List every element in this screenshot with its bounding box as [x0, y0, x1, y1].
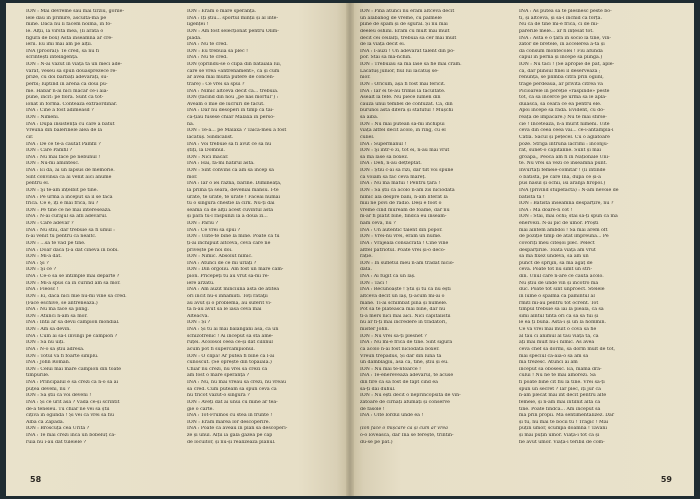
text-line: INA : Și tu ai mai bălăngăni asa, ca un [187, 327, 279, 332]
text-line: știți, la Domnul. [187, 148, 225, 154]
text-line: le. Alții, la vîrsta mea, (Îi arată o [26, 28, 104, 34]
text-line: ION : Aveți dat ai unui cu mine ar tea- [187, 399, 278, 405]
text-line: acum pot fi supercampionul. [187, 346, 255, 352]
text-line: ION : Eram o mare speranță. [187, 9, 257, 14]
text-line: ION : În sufletul meu n-am trădat nicio- [360, 260, 455, 266]
text-line: Câtla. Sacul și pețecel. Cu o aglatoare [519, 134, 610, 140]
text-line: să mă fixez undeva, să am un [519, 254, 589, 260]
text-line: al tău ci animul al tău viața ta, că [519, 333, 599, 339]
text-line: INA : Tot-Frumos cu stea în frunte ! [187, 413, 273, 419]
text-line: mîii ne povi de radio. Deși e foot o [360, 201, 442, 207]
text-line: ION : Pînă atunci nu eram altceva decît [360, 9, 455, 14]
text-line: INA : Vrăjeală consacrată ! Cine vine [360, 240, 449, 246]
text-line: poze. Strigă întruna lăcrimi : înconju- [519, 141, 609, 147]
text-line: le ea ți bună. Ăsta-i și un la hommin. [519, 320, 606, 326]
text-line: de locuitor, și nu-și realizează planul. [187, 439, 276, 445]
text-line: gie o carte. [187, 406, 214, 412]
text-line: ION : Şi te-am înțelbit pe tine. [26, 187, 99, 193]
left-page-column-2 [187, 9, 341, 446]
text-line: INA : Dar nu desoperi în timp că tai- [187, 108, 274, 114]
text-line: renunță, se plimbă cîtra prin ogîinl, [519, 75, 604, 81]
text-line: de-a teneleu. Tu chiar ne vei să știi [26, 406, 110, 412]
text-line: și tu, nu mai te bocii tu ! Trăgic ! Mai [519, 419, 609, 425]
text-line: Alteacva. [187, 313, 209, 319]
text-line: enervezi. N-ai pic de umor. Proști [519, 221, 599, 226]
text-line: INA : Nu mi-e frică de tine. Sînt sigură [360, 340, 453, 346]
text-line: tine. Poate fîndcă... Am început să [519, 406, 601, 412]
text-line: ceva din ceea ceea vai... ce-i-ântămpla-i [519, 128, 614, 134]
text-line: INA : Îți știu... sportul minții și al inte- [187, 15, 279, 21]
text-line: dată. [360, 267, 372, 273]
text-line: INA : Principalul e să crezi că n-o să ai [26, 380, 119, 385]
text-line: INA : Și ce urît asa ? Vădă ce-și scrîntit [26, 399, 120, 405]
text-line: nu ar fi-ți mai încredere în trădători, [360, 320, 447, 326]
text-line: burunoi asta diferă și statutul ! Mușchi [360, 108, 454, 114]
text-line: ruței. Acolosol ceea ce-și dat cillinul [187, 340, 273, 346]
text-line: INA : Nu, nu mai vreau să crezi, nu vreau [187, 380, 287, 385]
text-line: decît cei ceilalți, trebuia să cer mai mult [360, 35, 457, 41]
text-line: că-țiau fusese chiar Malaxa în perso- [187, 115, 275, 120]
text-line: ION : ...să te văd pe tine. [26, 240, 86, 246]
text-line: INA : Nu stiu, dar trebuie să fi umul : [26, 227, 115, 233]
text-line: rat, sunet-o căpitanne. Sunt și mai [519, 148, 602, 154]
text-line: pus nasul și ochii, îsi aranjă hropol.) [519, 181, 606, 187]
text-line: batista ta ! [519, 194, 545, 200]
text-line: ION : Atunci n-am să mor. [26, 313, 88, 319]
text-line: ION : N-ai văzut în viața ta un meci ade- [26, 62, 122, 67]
text-line: ION : Oricum, așa fi fost mai fericit. [360, 81, 446, 87]
text-line: Sînt convinsă că ai venit aici anume [26, 174, 112, 180]
text-line: am fost o mare speranță ? [187, 373, 250, 379]
text-line: da consum montecolei ! Fiu afundă [519, 48, 603, 54]
text-line: viața altfel decît acolo, în ring, cu el [360, 128, 446, 134]
text-line: cauza unui tembel de confuzat. Că, din [360, 101, 453, 107]
text-line: au avut și o problemă, au suferit vi- [187, 300, 272, 306]
text-line: ION (oprindu-se o clipă din bătăiala lui, [187, 62, 282, 67]
text-line: că, dar plînsul finei il deserveaza ; [519, 68, 601, 74]
text-line: ION : Mi-a dat. [26, 254, 62, 260]
text-line: INA : Am auzit minciuna asta de atîtea [187, 287, 280, 293]
text-line: ION : Știu c-ai să rîzi, dar tilt voi spune [360, 168, 454, 173]
text-line: trare) : Ce vrei să spui ? [187, 81, 245, 87]
text-line: rație. [360, 254, 373, 260]
text-line: de poziție timp de atat împreună... Pe [519, 234, 609, 240]
text-line: ligenței ! [187, 22, 209, 28]
text-line: cului ! Nu ne te mai amorezi. Să [519, 373, 596, 379]
text-line: ION : Ei, dacă nici mie nu-mi vine să cred. [26, 293, 127, 299]
open-book [6, 3, 694, 496]
text-line: ți-ai închipuit altceva, ceva care ne [187, 240, 271, 246]
text-line: INA : Poate că aveau în plan să descoperi- [187, 426, 288, 432]
text-line: cunoscut. (Se oprește din topăiaIă.) [187, 360, 272, 366]
text-line: ierii. Eu îmi mai am pe alții. [26, 42, 93, 48]
text-line: cîțiva în ogîindă ! Și vei ca vrei să fiu [26, 413, 114, 419]
text-line: simi alntul tîntă ori ca sa să tui și [519, 313, 599, 319]
text-line: iere arzătu. [187, 280, 215, 286]
text-line: ION : Nu mai te-ntoarce ! [360, 366, 421, 372]
text-line: cie ! Încetează, n-a murit nimeni. Uite [519, 121, 610, 127]
text-line: INA : Hai, fă-mi hatîrul ăsta. [187, 161, 255, 167]
text-line: INA : Deh, n-au dețteptat. [360, 161, 422, 167]
text-line: me. Habar n-ai nici măcar ce-i aia- [26, 88, 109, 94]
text-line: început să obosesc. Ea, mama dra- [519, 366, 602, 372]
text-line: o-o lovească, dar Ina se ferește, trîntin- [360, 433, 454, 438]
text-line: timpurile. [26, 373, 50, 379]
text-line: INA : Voi trebuie să fi avut ce să nu [187, 141, 272, 147]
text-line: ION : Pe tine ce ne mai înteresează. [26, 207, 112, 213]
text-line: cir. [26, 134, 34, 140]
text-line: ION : Celui mai mare campion din toate [26, 366, 122, 372]
text-line: Nu știu de unde vin și încotro mă [519, 280, 599, 286]
text-line: altceva decît un laș, ți-acum mi-ai o [360, 293, 445, 299]
text-line: Invurtați femeie-comitar ! (Îi întinde [519, 168, 606, 173]
text-line: du-se pe pat.) [360, 439, 393, 445]
text-line: ION : O clipă! Ar putea fi bine că l-ai [187, 353, 275, 359]
text-line: ION : Să nu uiți. [26, 340, 65, 346]
text-line: INA : Ei da, ai un lapsus de memorie. [26, 168, 115, 173]
text-line: un damblagiu, asa ca, tine, știu și eu. [360, 360, 449, 366]
text-line: Vreun trepădus, Și dar din luna ta [360, 353, 442, 359]
text-line: ION : Stai, mai ochi; stai să-ți spun că mă [519, 214, 618, 220]
text-line: INA : Cum ai să-l învingi pe campion ? [26, 333, 118, 339]
text-line: altfel patriotul. Poate vrei și-o deco- [360, 247, 446, 253]
text-line: INA : Te mai crezi încă un bobeluț că- [26, 433, 116, 438]
text-line: de fasole ! [360, 406, 385, 412]
text-line: ION : Totul va fi foarte simplu. [26, 353, 99, 359]
text-line: zător de bretele, în accelerea a-ta și [519, 42, 605, 48]
text-line: rmitl mi-au pentru tot ocrent. Tot [519, 300, 599, 306]
text-line: să cred. Cum puteam să spun ceva că [187, 386, 277, 392]
text-line: ION : Nu taci ! (Se apropie de pat, aple- [519, 62, 615, 67]
text-line: INA : Nu mă mătui ! Pentru țară ! [360, 181, 441, 187]
text-line: INA : Doar dacă ți-a dat cineva în bobi. [26, 247, 119, 253]
text-line: INA : După insistența cu care a bătut [26, 121, 115, 127]
text-line: ION : Și ? [187, 320, 211, 326]
text-line: INA : John Roman. [26, 360, 71, 366]
text-line: INA : Asta e o țară în socio la tine, vin- [519, 35, 611, 41]
text-line: Chiar nu crezi, nu vrei să crezi că [187, 366, 268, 372]
text-line: Apoi începe să râdă. Evident, cu do- [519, 108, 605, 114]
left-page [6, 3, 350, 496]
text-line: ti, și altceva, și să-l închid că forța. [519, 15, 602, 21]
text-line: n-am plecat mai înt decît pentru alte [519, 393, 607, 399]
text-line: care se vrea «antrenament», ca și cum [187, 68, 280, 74]
text-line: un alăbănog de vreme, cu palmele [360, 15, 442, 21]
text-line: ION : Nimeni. [26, 115, 60, 120]
text-line: timpul trebuie să iai la pieâlă, ca să [519, 307, 604, 313]
text-line: INA : Fleosc ! [26, 287, 59, 293]
text-line: pune, încît: pe floră. Sunt că tot- [26, 95, 104, 101]
text-line: ceva chef să dormi, să dorm mult de tot, [519, 346, 616, 352]
text-line: Ce vă vrei mai mult o cova să fie [519, 327, 597, 332]
text-line: ION : Şi ce ? [26, 267, 56, 273]
text-line: ar avea mai multă putere de concen- [187, 75, 275, 81]
text-line: spun un secret ? Iar plec, îți jur că [519, 386, 601, 392]
text-line [360, 420, 513, 427]
text-line: mor. [187, 174, 198, 180]
text-line: și mai puțin umor. Viața-i tot ca și [519, 433, 600, 438]
text-line: nior. [360, 75, 371, 81]
text-line: schizofrenic ! Ai început să stă ame- [187, 333, 274, 339]
text-line: te. Nu vrei să vezi ce înseamnă punt. [519, 161, 608, 167]
text-line: femeie, și n-am mai întîlnit alta ca [519, 399, 601, 405]
text-line: figura de box) Asta înseamnă ar cre- [26, 35, 113, 41]
text-line: Nu că de tine mi-e frică, ci de mi- [519, 22, 599, 28]
text-line: piadă. [187, 35, 202, 41]
text-line: Pot să te plătească mai bine, dar nu [360, 307, 446, 313]
text-line: m-ar fi plătit bine, fîndcă eu înseam- [360, 214, 447, 220]
text-line: INA : Mă doare-n cot ! [519, 207, 573, 213]
text-line: vărat, veseu să spun douăsprezece re- [26, 68, 117, 74]
text-line: mister John. [360, 327, 389, 332]
text-line: INA : Cine a fost adimeasd ? [26, 108, 94, 114]
text-line: Picioarele in pereție «răspinde» peste [519, 88, 610, 94]
text-line: ION : Nu-mi amintesc. [26, 161, 80, 167]
text-line: despărțirile. Toată viața am vrut [519, 247, 596, 253]
text-line: INA : Nu mai face pe nebunul ! [26, 154, 101, 160]
text-line: ION (făcînd din nou „pe nas mortul”) : [187, 95, 279, 101]
text-line: ION : Ulite-te bine la mine. Poate că tu [187, 234, 280, 240]
text-line: reața de împăcare.) Nu te mai sfîrse- [519, 115, 607, 120]
text-line: INA : Ai fugit ca un laș. [360, 274, 416, 279]
text-line: că voiam să fac ceva măreț. [360, 174, 426, 180]
text-line: INA : Ce vrei să spui ? [187, 227, 241, 233]
text-line: nă. [187, 121, 195, 127]
text-line: punct de sprijin, să mă agăț de [519, 260, 593, 266]
book-spine [346, 3, 354, 496]
text-line: ION : Te-a... pe Malaxa ? Taică-meu a fost [187, 128, 287, 134]
text-line: ION : Nu mai putean să-mi închipui [360, 121, 445, 127]
page-number-right: 59 [660, 475, 672, 484]
text-line: INA : Te-enerevează adevărul, te acuse [360, 373, 454, 379]
text-line: mane. Ti-ai schimbat pînă și numele. [360, 300, 448, 306]
text-line: ați mai mult nu-i nimic. As avea [519, 340, 595, 346]
text-line: în lume o spalmă că pămîntul ăl [519, 293, 595, 299]
text-line: (Face eschive, se antrenează.) [26, 300, 98, 306]
text-line: puțea deveni, nu ? [26, 386, 70, 392]
text-line: INA (privind stupefactă) : N-am nevoie de [519, 187, 619, 193]
text-line: privește pe noi doi. [187, 247, 233, 253]
text-line: seama că de alții acest cuvîntul ăsta [187, 207, 274, 213]
text-line: fi poate bine cît fiu la tine. Vrei să-ți [519, 380, 605, 385]
text-line: la prima ță seara, deveniai mansu. I-te [187, 187, 279, 193]
text-line: ION : Mi-a spus că în curînd am să mor. [26, 280, 121, 286]
text-line: INA : Ulte lordul unde ea ! [360, 413, 424, 419]
text-line: ti-a mers nici mai aici. Nici capitalistii [360, 313, 451, 319]
text-line: INA : N-ai curajul să afli adevărul. [26, 214, 108, 220]
text-line: urâte, te urâte, te urâte ! Faceai numai [187, 194, 280, 200]
text-line: INA : Nu te cred. [187, 42, 228, 48]
text-line: să mă lase să boxez. [360, 154, 409, 160]
text-line: scrîntești intelligența. [26, 55, 79, 61]
text-line: perbi; luptînd în arenă ca doui pu- [26, 81, 108, 87]
text-line: ION : Pariu ? [187, 221, 218, 226]
text-line: și para tu-l râspunzi la a doua zi... [187, 214, 268, 220]
text-line: INA : As putea să te plesnesc peste bo- [519, 9, 612, 14]
text-line: nimic ăla despre bani, n-am literat la [360, 194, 448, 200]
text-line: ION : Să știi că acolo n-am zis niciodată [360, 187, 455, 193]
text-line: ta n-au avut să le iasă ceva mai [187, 307, 262, 313]
text-line: părerile mele... ar fi înțesat tot. [519, 28, 594, 34]
text-line: INA : N-o să știu adresa. [26, 346, 85, 352]
text-line: ION : Nimic. Absolut nimic. [187, 254, 253, 260]
text-line: INA : Nimic altceva decît că... trebuia. [187, 88, 279, 94]
text-line: ION : Din orgoliu. Am fost un mare cam- [187, 267, 284, 273]
text-line: INA : Iar ei te-au trimis la facultate. [360, 88, 446, 94]
text-line: INA : Ce-o să se întîmple mai departe ? [26, 274, 120, 279]
text-line: INA : Un autentic talent din popor. [360, 227, 443, 233]
text-line: lele dau în primire, ascultă-mă pe [26, 15, 107, 21]
text-line: de la viață decît ei. [360, 42, 406, 48]
text-line: din. Unul care n-are ce căuta acolo. [519, 274, 604, 279]
text-line: tu o singură chestie la cirk. Nu-ți dai [187, 201, 275, 207]
text-line: ION : Am fost selecționat pentru Olim- [187, 28, 279, 34]
text-line: INA : Nu mă face să plîng. [26, 307, 89, 313]
text-line: zătoare de cîrnați afumați și conserve [360, 399, 450, 405]
text-line: covoriți meu cîteșoi plec. Pelect [519, 240, 595, 246]
text-line: ION : Care adevăr ? [26, 221, 74, 226]
text-line: lăcătuș. Sindicalist. [187, 134, 234, 140]
page-number-left: 58 [30, 475, 42, 484]
text-line: ruia nu i-au dat tuleiele ? [26, 439, 86, 445]
text-line: Asealt la fefe. Nu piece lumen din [360, 95, 441, 101]
text-line: frică. Ce e, îți e mai frică, nu ? [26, 201, 99, 207]
text-line: duiască, să ceară ce ea pentru ele. [519, 101, 602, 107]
text-line: pion. Pricepeți tu au vrut să-mi re- [187, 274, 270, 279]
text-line: ION : Batista înseamnă despărțire, nu ? [519, 201, 614, 207]
text-line: nu tricot văzut-o singură ? [187, 393, 250, 399]
text-line: nam ceva, nu ? [360, 221, 396, 226]
text-line: Vreuna din balerinele alea de la [26, 128, 103, 134]
text-line: INA : Pe urmă a început să îl se facă [26, 194, 113, 200]
text-line: ze și unul. Alții ia gală găzeă pe cap [187, 433, 273, 438]
text-line: INA : Atunci de ce mi urlați ? [187, 260, 257, 266]
text-line: trage perdeaua, ar privită cîtreă vă [519, 81, 603, 87]
text-line: duc. Poate tot sînt unproect. Stelele [519, 287, 605, 293]
text-line: ION : Nu vrei să-ți plesnet ? [360, 333, 427, 339]
text-line: Albă ca Zăpadă. [26, 419, 65, 425]
text-line: INA : Şi ? [26, 260, 49, 266]
right-page [350, 3, 694, 496]
text-line: culiel. [360, 134, 375, 140]
text-line: INA : Nu te cred. [187, 55, 228, 61]
text-line: capul în perna și începe să plîngă.) [519, 55, 603, 61]
text-line: mai aintem ambdoi ! Să mai arem oft [519, 227, 608, 233]
right-page-column-2 [519, 9, 675, 446]
text-line: (Ion face o mișcare ca și cum ar vrea [360, 426, 448, 432]
text-line: fie avut umor. Viața-i teribil de com- [519, 439, 605, 445]
text-line: puțin umor, scumpă doamnă ! Tavani [519, 426, 607, 432]
text-line: Lăcătuș junior, fiul lui lăcătuș se- [360, 68, 439, 74]
text-line: ION : Trebuiau să mă lase să fie mai cram. [360, 62, 462, 67]
text-line: deeleu oshini. Eram cu mult mai mult [360, 28, 450, 34]
text-line: ION : Am să devin. [26, 327, 71, 332]
text-line: n-ai venit tu pentru că nealtc. [26, 234, 97, 240]
text-line: ION : Nici măcar. [187, 154, 229, 160]
text-line: mă trezesc. Atunci ai am [519, 360, 578, 366]
text-line: o batistă, pe care Ina, după ce și-a [519, 174, 601, 180]
text-line: INA : I-auzi ! Un adevărat talent din po- [360, 48, 455, 54]
text-line: tot, ca să încerce pe urmă să le aplâ- [519, 95, 607, 101]
text-line: ceva. Poate tot nu simt un stri- [519, 267, 593, 273]
text-line: ION : Mai devreme sau mai tîrziu, gorile- [26, 9, 125, 14]
text-line: INA (prooral): Te cred, să nu fi [26, 48, 99, 54]
text-line: INA : Iar o iei razna, bărîne. Dimineața, [187, 181, 282, 187]
text-line: groapă,, Peocă am fi în Naționale Uni- [519, 154, 610, 160]
text-line: prize, cu doi bărbați adevărați, su- [26, 75, 109, 81]
text-line: să-ți dai duhul. [360, 386, 396, 392]
text-line: ION : Eram marea lor descoperire. [187, 419, 270, 425]
text-line: ION : Eu trebuia să plec ! [187, 48, 248, 54]
text-line: că acolo n-ai fost niciodată boxer. [360, 346, 440, 352]
text-line: ori încît nu-s înhamiiti. Toți rataţii [187, 293, 268, 299]
text-line: ION : Taci ! [360, 280, 388, 286]
text-line: mai speciul că-aia-o să am să [519, 353, 589, 359]
text-line: INA : Recunoaște ! Știi și tu că nu ești [360, 287, 451, 293]
text-line: din fire ca să fost de fapt cînd ea [360, 380, 438, 385]
text-line: ION : Nu ești decit o neprincopsită de vîn- [360, 393, 461, 399]
text-line: ION : Care Pamfil ? [26, 148, 73, 154]
text-line: INA : Supermanul ! [360, 141, 407, 147]
right-page-column-1 [360, 9, 513, 446]
text-line: ION : Sînt convins că am să încep să [187, 168, 274, 173]
text-line: ionat în forma. Contează extraordinar. [26, 101, 118, 107]
text-line: INA : Intîi ar să devii campion mondial. [26, 320, 120, 326]
text-line: ION : Să știi că voi deveni ! [26, 393, 92, 399]
text-line: pentru el. [26, 181, 50, 187]
text-line: mine. Dacă nu li facem noima, în fo- [26, 22, 112, 28]
text-line: vreme cînd muream de foame, dar nu [360, 207, 450, 213]
text-line: Aveam o mie de lucruri de făcut. [187, 101, 265, 107]
text-line: INA : De ce te-a căutat Pamfil ? [26, 141, 101, 147]
text-line: por. Stai să mă-nchin. [360, 55, 412, 61]
text-line: ION : Broscuța cea Urîtă ? [26, 426, 90, 432]
text-line: să aibă. [360, 115, 379, 120]
text-line: ION : Vrei-nu vrei, eram un nume. [360, 234, 442, 240]
left-page-column-1 [26, 9, 182, 446]
text-line: pline de spam și de sgurăl. Și nu mai [360, 22, 448, 28]
text-line: ION : Şi într-o zi, tot ei, n-au mai vrut [360, 148, 450, 154]
text-line: mă prin propii. Mă sentimentalizez. Dar [519, 413, 615, 419]
